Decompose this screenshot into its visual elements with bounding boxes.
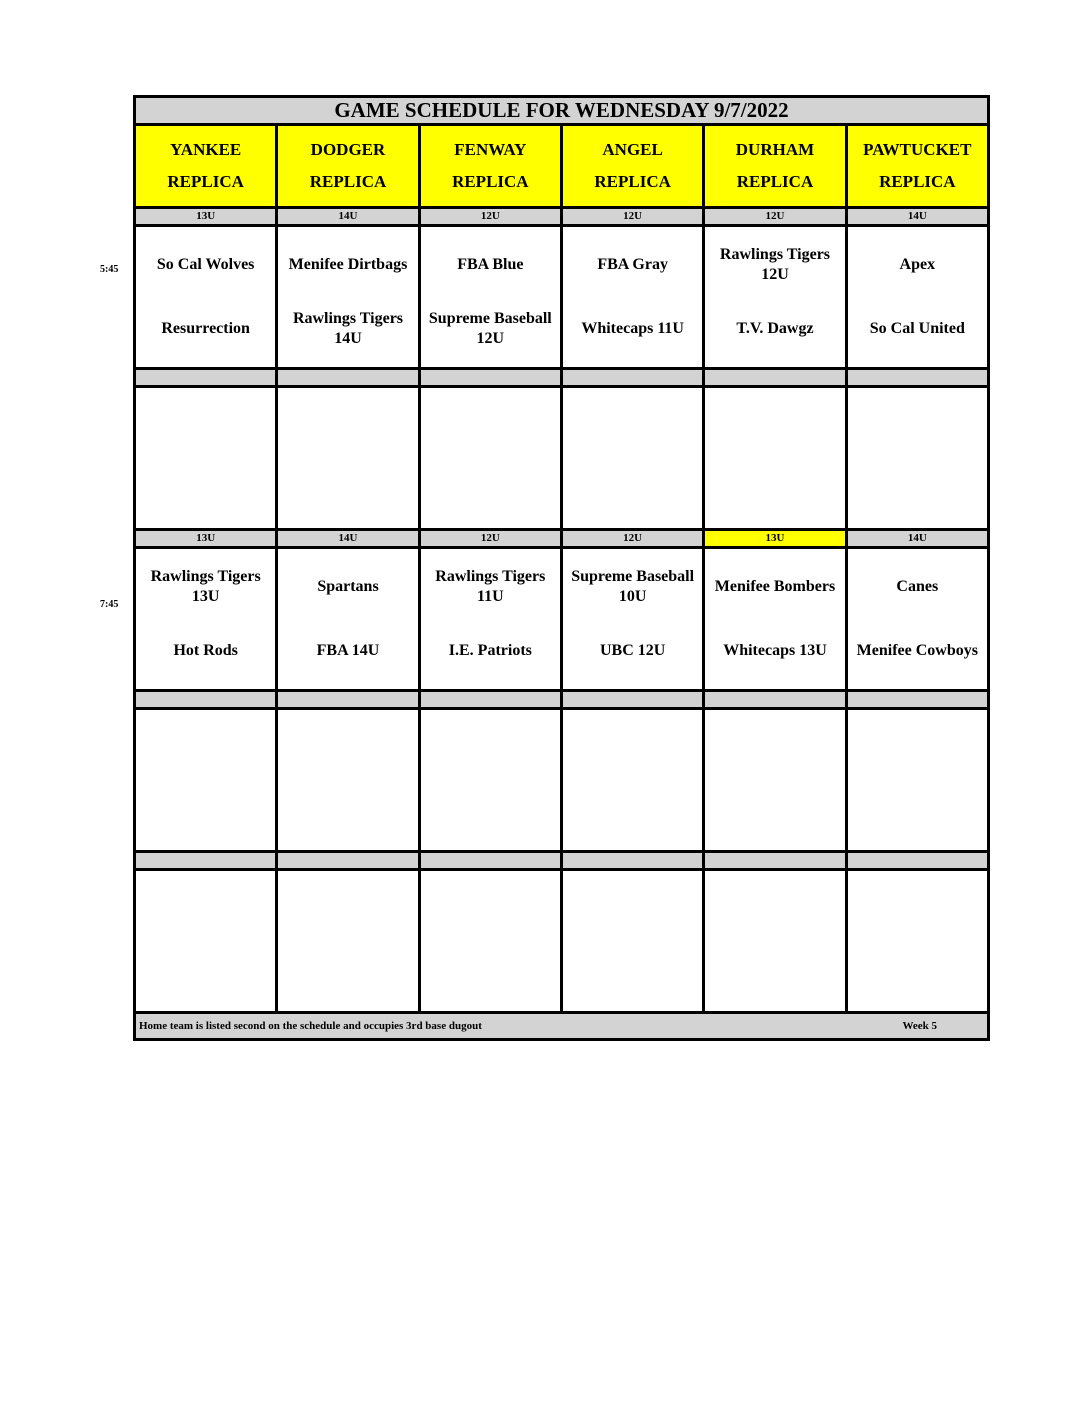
away-team: Menifee Bombers	[714, 578, 836, 595]
game-row-1	[135, 226, 989, 369]
age-row-1	[135, 208, 989, 226]
age-cell: 14U	[846, 208, 988, 226]
away-team: Apex	[899, 256, 936, 273]
game-cell	[846, 226, 988, 369]
age-cell: 13U	[135, 208, 277, 226]
home-team: UBC 12U	[599, 642, 666, 659]
empty-age-row	[135, 691, 989, 709]
game-cell	[277, 548, 419, 691]
game-cell	[846, 548, 988, 691]
empty-game-row	[135, 870, 989, 1013]
away-team: Spartans	[317, 578, 379, 595]
away-team: FBA Gray	[597, 256, 668, 273]
home-team-note: Home team is listed second on the schedule and occupies 3rd base dugout	[139, 1020, 482, 1032]
home-team: T.V. Dawgz	[736, 320, 814, 337]
game-cell	[135, 548, 277, 691]
schedule-table	[133, 95, 990, 1041]
field-header-angel: ANGEL REPLICA	[561, 125, 703, 208]
age-cell: 12U	[419, 530, 561, 548]
home-team: Resurrection	[161, 320, 250, 337]
home-team: Menifee Cowboys	[856, 642, 978, 659]
age-cell: 12U	[419, 208, 561, 226]
away-team: Rawlings Tigers 13U	[150, 568, 261, 605]
age-cell: 12U	[704, 208, 846, 226]
age-cell-highlighted: 13U	[704, 530, 846, 548]
empty-age-row	[135, 852, 989, 870]
home-team: Hot Rods	[173, 642, 238, 659]
home-team: Whitecaps 13U	[723, 642, 827, 659]
age-row-2	[135, 530, 989, 548]
empty-game-row	[135, 387, 989, 530]
home-team: So Cal United	[869, 320, 965, 337]
empty-age-row	[135, 369, 989, 387]
time-label-2: 7:45	[100, 599, 119, 610]
age-cell: 12U	[561, 530, 703, 548]
age-cell: 13U	[135, 530, 277, 548]
age-cell: 14U	[277, 208, 419, 226]
game-cell	[419, 548, 561, 691]
game-row-2	[135, 548, 989, 691]
field-header-durham: DURHAM REPLICA	[704, 125, 846, 208]
game-cell	[419, 226, 561, 369]
home-team: FBA 14U	[316, 642, 380, 659]
field-header-dodger: DODGER REPLICA	[277, 125, 419, 208]
age-cell: 14U	[277, 530, 419, 548]
away-team: Canes	[896, 578, 939, 595]
away-team: So Cal Wolves	[156, 256, 255, 273]
age-cell: 14U	[846, 530, 988, 548]
field-header-pawtucket: PAWTUCKET REPLICA	[846, 125, 988, 208]
week-label: Week 5	[902, 1020, 937, 1032]
schedule-title: GAME SCHEDULE FOR WEDNESDAY 9/7/2022	[135, 97, 989, 125]
away-team: Rawlings Tigers 12U	[719, 246, 831, 283]
away-team: Rawlings Tigers 11U	[435, 568, 546, 605]
field-header-fenway: FENWAY REPLICA	[419, 125, 561, 208]
game-cell	[704, 548, 846, 691]
game-cell	[277, 226, 419, 369]
away-team: Menifee Dirtbags	[288, 256, 408, 273]
home-team: Whitecaps 11U	[581, 320, 684, 337]
home-team: I.E. Patriots	[448, 642, 532, 659]
time-label-1: 5:45	[100, 264, 119, 275]
game-cell	[704, 226, 846, 369]
home-team: Supreme Baseball 12U	[428, 310, 552, 347]
away-team: FBA Blue	[457, 256, 524, 273]
game-cell	[135, 226, 277, 369]
game-cell	[561, 548, 703, 691]
field-header-yankee: YANKEE REPLICA	[135, 125, 277, 208]
game-cell	[561, 226, 703, 369]
schedule-footer	[135, 1013, 989, 1040]
home-team: Rawlings Tigers 14U	[292, 310, 404, 347]
age-cell: 12U	[561, 208, 703, 226]
away-team: Supreme Baseball 10U	[571, 568, 695, 605]
empty-game-row	[135, 709, 989, 852]
